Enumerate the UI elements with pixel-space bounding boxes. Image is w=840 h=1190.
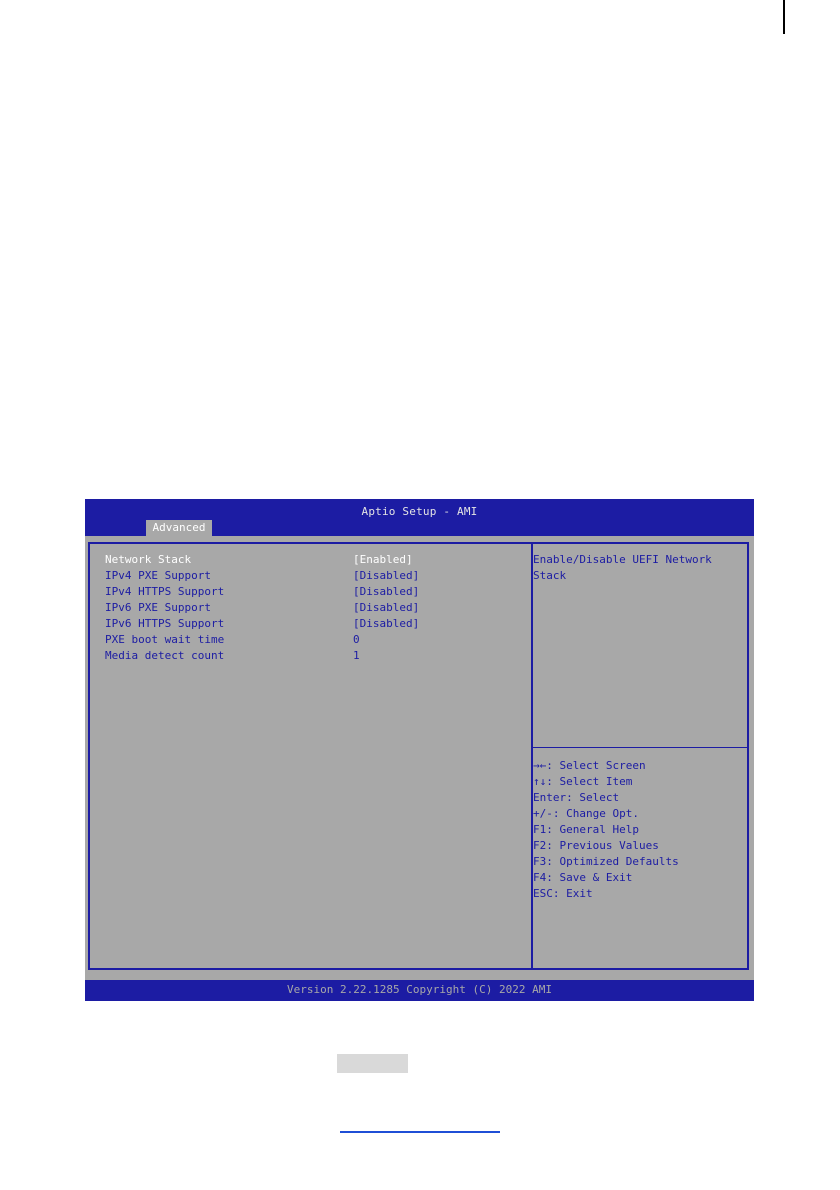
setting-ipv4-pxe-support[interactable] xyxy=(105,568,525,584)
bios-setup-screen xyxy=(85,499,754,1001)
setting-value[interactable]: [Enabled] xyxy=(353,553,413,566)
setting-pxe-boot-wait-time[interactable] xyxy=(105,632,525,648)
setting-ipv4-https-support[interactable] xyxy=(105,584,525,600)
key-save-exit: F4: Save & Exit xyxy=(533,871,633,884)
setting-label: Network Stack xyxy=(105,553,192,566)
hyperlink-underline[interactable] xyxy=(340,1131,500,1133)
panel-divider-vertical xyxy=(531,544,533,968)
key-select-screen: →←: Select Screen xyxy=(533,759,646,772)
setting-label: IPv4 HTTPS Support xyxy=(105,585,225,598)
bios-footer-bar xyxy=(85,980,754,1001)
tab-advanced[interactable]: Advanced xyxy=(146,520,212,536)
setting-ipv6-pxe-support[interactable] xyxy=(105,600,525,616)
setting-label: IPv6 HTTPS Support xyxy=(105,617,225,630)
bios-version-footer: Version 2.22.1285 Copyright (C) 2022 AMI xyxy=(287,983,552,996)
setting-value[interactable]: [Disabled] xyxy=(353,601,420,614)
setting-label: PXE boot wait time xyxy=(105,633,225,646)
key-change-option: +/-: Change Opt. xyxy=(533,807,639,820)
setting-value[interactable]: 1 xyxy=(353,649,360,662)
key-escape-exit: ESC: Exit xyxy=(533,887,593,900)
setting-ipv6-https-support[interactable] xyxy=(105,616,525,632)
key-select-item: ↑↓: Select Item xyxy=(533,775,633,788)
redacted-text-box xyxy=(337,1054,408,1073)
key-enter-select: Enter: Select xyxy=(533,791,620,804)
setting-value[interactable]: 0 xyxy=(353,633,360,646)
setting-value[interactable]: [Disabled] xyxy=(353,617,420,630)
settings-list xyxy=(105,552,525,664)
setting-network-stack[interactable] xyxy=(105,552,525,568)
help-divider-horizontal xyxy=(533,747,747,748)
setting-label: Media detect count xyxy=(105,649,225,662)
bios-title-bar xyxy=(85,499,754,536)
setting-media-detect-count[interactable] xyxy=(105,648,525,664)
key-previous-values: F2: Previous Values xyxy=(533,839,659,852)
help-text: Enable/Disable UEFI Network Stack xyxy=(533,553,712,582)
setting-label: IPv4 PXE Support xyxy=(105,569,211,582)
setting-value[interactable]: [Disabled] xyxy=(353,569,420,582)
key-optimized-defaults: F3: Optimized Defaults xyxy=(533,855,679,868)
setting-value[interactable]: [Disabled] xyxy=(353,585,420,598)
key-legend xyxy=(533,758,747,902)
page-margin-rule xyxy=(783,0,785,34)
setting-label: IPv6 PXE Support xyxy=(105,601,211,614)
key-general-help: F1: General Help xyxy=(533,823,639,836)
bios-title: Aptio Setup - AMI xyxy=(361,505,478,518)
